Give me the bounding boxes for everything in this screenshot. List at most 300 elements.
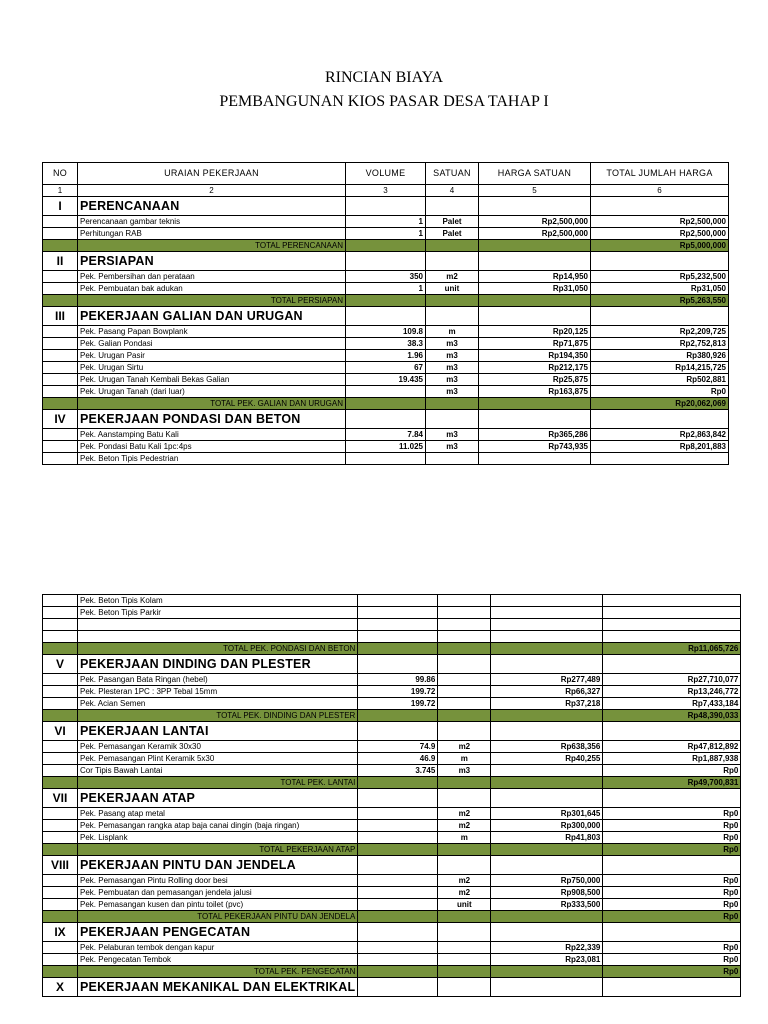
item-description: Pek. Pasang Papan Bowplank xyxy=(78,326,346,338)
total-price-value: Rp2,500,000 xyxy=(591,216,729,228)
row-number xyxy=(43,942,78,954)
row-number xyxy=(43,911,78,923)
column-number: 4 xyxy=(426,185,479,197)
section-number: IV xyxy=(43,410,78,429)
section-number: X xyxy=(43,978,78,997)
unit-value: unit xyxy=(438,899,491,911)
total-price-value: Rp14,215,725 xyxy=(591,362,729,374)
row-number xyxy=(43,741,78,753)
unit-value xyxy=(438,777,491,789)
item-row xyxy=(43,326,729,338)
total-label: TOTAL PEKERJAAN PINTU DAN JENDELA xyxy=(78,911,358,923)
item-description: Pek. Pemasangan Keramik 30x30 xyxy=(78,741,358,753)
total-price-value: Rp380,926 xyxy=(591,350,729,362)
section-title: PEKERJAAN ATAP xyxy=(78,789,358,808)
total-price-value: Rp7,433,184 xyxy=(603,698,741,710)
unit-value: m2 xyxy=(438,808,491,820)
unit-value xyxy=(438,631,491,643)
unit-price-value xyxy=(479,410,591,429)
volume-value: 1 xyxy=(346,216,426,228)
section-row xyxy=(43,197,729,216)
unit-value xyxy=(426,410,479,429)
unit-price-value: Rp2,500,000 xyxy=(479,216,591,228)
unit-value xyxy=(438,966,491,978)
volume-value xyxy=(358,942,438,954)
volume-value: 46.9 xyxy=(358,753,438,765)
total-price-value xyxy=(603,856,741,875)
volume-value xyxy=(358,655,438,674)
volume-value xyxy=(358,789,438,808)
section-number: VI xyxy=(43,722,78,741)
total-price-value xyxy=(603,619,741,631)
section-total-row xyxy=(43,777,741,789)
section-title: PEKERJAAN PENGECATAN xyxy=(78,923,358,942)
total-price-value xyxy=(603,789,741,808)
volume-value xyxy=(358,820,438,832)
header-satuan: SATUAN xyxy=(426,163,479,185)
row-number xyxy=(43,350,78,362)
doc-title-line-1: RINCIAN BIAYA xyxy=(324,69,444,86)
item-description: Pek. Pemasangan kusen dan pintu toilet (pvc) xyxy=(78,899,358,911)
volume-value xyxy=(358,966,438,978)
section-title: PEKERJAAN DINDING DAN PLESTER xyxy=(78,655,358,674)
volume-value xyxy=(358,899,438,911)
unit-price-value xyxy=(491,844,603,856)
unit-value: m3 xyxy=(426,374,479,386)
row-number xyxy=(43,295,78,307)
unit-value: m xyxy=(438,832,491,844)
item-row xyxy=(43,899,741,911)
item-description: Perencanaan gambar teknis xyxy=(78,216,346,228)
item-description: Pek. Pembersihan dan perataan xyxy=(78,271,346,283)
unit-price-value: Rp743,935 xyxy=(479,441,591,453)
item-description: Pek. Beton Tipis Pedestrian xyxy=(78,453,346,465)
item-row xyxy=(43,228,729,240)
volume-value xyxy=(346,398,426,410)
unit-value: m3 xyxy=(426,386,479,398)
section-title: PERENCANAAN xyxy=(78,197,346,216)
column-number: 1 xyxy=(43,185,78,197)
unit-value xyxy=(426,398,479,410)
row-number xyxy=(43,844,78,856)
volume-value xyxy=(346,197,426,216)
total-price-value: Rp8,201,883 xyxy=(591,441,729,453)
volume-value xyxy=(358,595,438,607)
item-description xyxy=(78,631,358,643)
unit-price-value xyxy=(479,307,591,326)
unit-value xyxy=(438,674,491,686)
unit-value: m2 xyxy=(438,887,491,899)
column-number: 3 xyxy=(346,185,426,197)
item-row xyxy=(43,619,741,631)
item-description: Pek. Pondasi Batu Kali 1pc:4ps xyxy=(78,441,346,453)
item-description: Pek. Pembuatan dan pemasangan jendela jalusi xyxy=(78,887,358,899)
unit-price-value xyxy=(491,923,603,942)
unit-value xyxy=(426,252,479,271)
row-number xyxy=(43,283,78,295)
volume-value xyxy=(358,911,438,923)
unit-price-value: Rp31,050 xyxy=(479,283,591,295)
unit-value: m3 xyxy=(426,429,479,441)
volume-value: 3.745 xyxy=(358,765,438,777)
unit-price-value xyxy=(479,398,591,410)
unit-value xyxy=(438,978,491,997)
total-price-value xyxy=(591,307,729,326)
unit-price-value xyxy=(491,655,603,674)
volume-value: 7.84 xyxy=(346,429,426,441)
section-row xyxy=(43,655,741,674)
section-total-value: Rp48,390,033 xyxy=(603,710,741,722)
row-number xyxy=(43,820,78,832)
section-title: PERSIAPAN xyxy=(78,252,346,271)
volume-value: 350 xyxy=(346,271,426,283)
row-number xyxy=(43,271,78,283)
section-number: VIII xyxy=(43,856,78,875)
unit-price-value xyxy=(491,911,603,923)
unit-value: Palet xyxy=(426,216,479,228)
item-description: Pek. Pasangan Bata Ringan (hebel) xyxy=(78,674,358,686)
cost-table-page-1 xyxy=(42,162,729,465)
unit-value xyxy=(426,453,479,465)
unit-price-value xyxy=(491,722,603,741)
header-uraian: URAIAN PEKERJAAN xyxy=(78,163,346,185)
row-number xyxy=(43,453,78,465)
section-total-row xyxy=(43,710,741,722)
unit-value xyxy=(438,619,491,631)
unit-value xyxy=(438,710,491,722)
total-price-value xyxy=(603,595,741,607)
unit-value xyxy=(438,607,491,619)
unit-price-value: Rp25,875 xyxy=(479,374,591,386)
section-total-row xyxy=(43,844,741,856)
section-number: VII xyxy=(43,789,78,808)
section-total-value: Rp5,000,000 xyxy=(591,240,729,252)
total-price-value xyxy=(603,631,741,643)
row-number xyxy=(43,643,78,655)
unit-price-value: Rp333,500 xyxy=(491,899,603,911)
item-description: Pek. Pelaburan tembok dengan kapur xyxy=(78,942,358,954)
section-number: IX xyxy=(43,923,78,942)
unit-value xyxy=(438,923,491,942)
total-label: TOTAL PEKERJAAN ATAP xyxy=(78,844,358,856)
item-description: Pek. Galian Pondasi xyxy=(78,338,346,350)
row-number xyxy=(43,899,78,911)
item-description: Pek. Urugan Tanah Kembali Bekas Galian xyxy=(78,374,346,386)
unit-price-value xyxy=(491,966,603,978)
total-price-value: Rp0 xyxy=(603,875,741,887)
volume-value: 1 xyxy=(346,228,426,240)
column-number: 6 xyxy=(591,185,729,197)
volume-value xyxy=(346,240,426,252)
section-row xyxy=(43,978,741,997)
row-number xyxy=(43,595,78,607)
unit-value xyxy=(438,942,491,954)
item-row xyxy=(43,954,741,966)
unit-price-value: Rp163,875 xyxy=(479,386,591,398)
total-price-value xyxy=(603,722,741,741)
unit-value: m xyxy=(426,326,479,338)
row-number xyxy=(43,607,78,619)
section-total-value: Rp0 xyxy=(603,966,741,978)
unit-price-value xyxy=(479,240,591,252)
unit-price-value xyxy=(491,631,603,643)
volume-value: 67 xyxy=(346,362,426,374)
item-row xyxy=(43,283,729,295)
row-number xyxy=(43,386,78,398)
volume-value xyxy=(346,252,426,271)
section-title: PEKERJAAN LANTAI xyxy=(78,722,358,741)
unit-value xyxy=(438,686,491,698)
row-number xyxy=(43,619,78,631)
volume-value xyxy=(346,386,426,398)
row-number xyxy=(43,240,78,252)
volume-value xyxy=(358,832,438,844)
item-description: Perhitungan RAB xyxy=(78,228,346,240)
header-no: NO xyxy=(43,163,78,185)
unit-value: m2 xyxy=(426,271,479,283)
unit-price-value xyxy=(491,607,603,619)
section-title: PEKERJAAN MEKANIKAL DAN ELEKTRIKAL xyxy=(78,978,358,997)
total-price-value: Rp13,246,772 xyxy=(603,686,741,698)
volume-value xyxy=(358,607,438,619)
item-row xyxy=(43,765,741,777)
volume-value xyxy=(358,978,438,997)
table-header-row xyxy=(43,163,729,185)
volume-value: 74.9 xyxy=(358,741,438,753)
total-price-value: Rp0 xyxy=(603,954,741,966)
unit-value xyxy=(438,789,491,808)
section-row xyxy=(43,307,729,326)
volume-value: 1 xyxy=(346,283,426,295)
unit-value xyxy=(438,698,491,710)
section-total-row xyxy=(43,643,741,655)
unit-price-value: Rp40,255 xyxy=(491,753,603,765)
row-number xyxy=(43,674,78,686)
section-total-value: Rp49,700,831 xyxy=(603,777,741,789)
unit-price-value: Rp14,950 xyxy=(479,271,591,283)
volume-value: 1.96 xyxy=(346,350,426,362)
volume-value: 199.72 xyxy=(358,698,438,710)
item-row xyxy=(43,271,729,283)
item-row xyxy=(43,875,741,887)
volume-value xyxy=(358,856,438,875)
volume-value xyxy=(358,808,438,820)
row-number xyxy=(43,338,78,350)
total-price-value: Rp502,881 xyxy=(591,374,729,386)
total-price-value: Rp47,812,892 xyxy=(603,741,741,753)
volume-value xyxy=(346,307,426,326)
unit-price-value xyxy=(491,777,603,789)
section-total-value: Rp0 xyxy=(603,844,741,856)
total-price-value xyxy=(603,978,741,997)
row-number xyxy=(43,808,78,820)
total-price-value: Rp0 xyxy=(603,942,741,954)
unit-value xyxy=(426,307,479,326)
unit-value: m xyxy=(438,753,491,765)
total-label: TOTAL PEK. PENGECATAN xyxy=(78,966,358,978)
unit-value xyxy=(438,655,491,674)
section-title: PEKERJAAN PINTU DAN JENDELA xyxy=(78,856,358,875)
row-number xyxy=(43,954,78,966)
item-row xyxy=(43,216,729,228)
item-row xyxy=(43,338,729,350)
unit-value: unit xyxy=(426,283,479,295)
total-price-value: Rp0 xyxy=(603,887,741,899)
volume-value: 199.72 xyxy=(358,686,438,698)
total-price-value: Rp0 xyxy=(591,386,729,398)
item-row xyxy=(43,386,729,398)
total-price-value: Rp0 xyxy=(603,808,741,820)
unit-value: m3 xyxy=(426,350,479,362)
unit-price-value: Rp71,875 xyxy=(479,338,591,350)
item-row xyxy=(43,698,741,710)
total-price-value xyxy=(603,655,741,674)
item-description: Pek. Acian Semen xyxy=(78,698,358,710)
unit-value xyxy=(438,911,491,923)
unit-price-value: Rp22,339 xyxy=(491,942,603,954)
unit-value xyxy=(426,197,479,216)
item-row xyxy=(43,686,741,698)
unit-price-value: Rp277,489 xyxy=(491,674,603,686)
total-price-value: Rp2,500,000 xyxy=(591,228,729,240)
unit-price-value xyxy=(491,619,603,631)
row-number xyxy=(43,966,78,978)
section-row xyxy=(43,923,741,942)
item-row xyxy=(43,808,741,820)
column-number: 5 xyxy=(479,185,591,197)
unit-price-value: Rp20,125 xyxy=(479,326,591,338)
volume-value xyxy=(358,722,438,741)
unit-value: m3 xyxy=(426,441,479,453)
row-number xyxy=(43,631,78,643)
row-number xyxy=(43,374,78,386)
total-price-value: Rp2,863,842 xyxy=(591,429,729,441)
row-number xyxy=(43,362,78,374)
row-number xyxy=(43,765,78,777)
column-number-row xyxy=(43,185,729,197)
row-number xyxy=(43,753,78,765)
row-number xyxy=(43,887,78,899)
unit-value: m2 xyxy=(438,875,491,887)
section-number: III xyxy=(43,307,78,326)
unit-value xyxy=(438,722,491,741)
unit-price-value: Rp37,218 xyxy=(491,698,603,710)
item-description: Pek. Pembuatan bak adukan xyxy=(78,283,346,295)
unit-price-value: Rp23,081 xyxy=(491,954,603,966)
total-label: TOTAL PERSIAPAN xyxy=(78,295,346,307)
item-row xyxy=(43,350,729,362)
item-description xyxy=(78,619,358,631)
volume-value: 11.025 xyxy=(346,441,426,453)
row-number xyxy=(43,875,78,887)
item-row xyxy=(43,820,741,832)
unit-value: m2 xyxy=(438,741,491,753)
row-number xyxy=(43,228,78,240)
volume-value xyxy=(358,875,438,887)
unit-price-value xyxy=(491,765,603,777)
unit-value: m3 xyxy=(426,362,479,374)
item-description: Pek. Pengecatan Tembok xyxy=(78,954,358,966)
volume-value: 99.86 xyxy=(358,674,438,686)
item-description: Cor Tipis Bawah Lantai xyxy=(78,765,358,777)
unit-price-value: Rp638,356 xyxy=(491,741,603,753)
section-row xyxy=(43,252,729,271)
row-number xyxy=(43,398,78,410)
volume-value xyxy=(358,710,438,722)
unit-price-value: Rp301,645 xyxy=(491,808,603,820)
section-total-value: Rp11,065,726 xyxy=(603,643,741,655)
item-description: Pek. Aanstamping Batu Kali xyxy=(78,429,346,441)
section-total-value: Rp0 xyxy=(603,911,741,923)
header-total: TOTAL JUMLAH HARGA xyxy=(591,163,729,185)
unit-value: m3 xyxy=(426,338,479,350)
total-price-value xyxy=(591,252,729,271)
unit-price-value: Rp194,350 xyxy=(479,350,591,362)
doc-title-line-2: PEMBANGUNAN KIOS PASAR DESA TAHAP I xyxy=(219,93,549,110)
unit-price-value xyxy=(479,252,591,271)
section-total-value: Rp5,263,550 xyxy=(591,295,729,307)
item-row xyxy=(43,674,741,686)
total-price-value: Rp0 xyxy=(603,820,741,832)
volume-value xyxy=(358,619,438,631)
section-row xyxy=(43,789,741,808)
unit-value xyxy=(438,856,491,875)
item-description: Pek. Plesteran 1PC : 3PP Tebal 15mm xyxy=(78,686,358,698)
item-row xyxy=(43,741,741,753)
volume-value xyxy=(358,844,438,856)
unit-price-value: Rp300,000 xyxy=(491,820,603,832)
section-number: V xyxy=(43,655,78,674)
section-number: I xyxy=(43,197,78,216)
row-number xyxy=(43,216,78,228)
total-price-value: Rp2,752,813 xyxy=(591,338,729,350)
unit-price-value xyxy=(491,595,603,607)
row-number xyxy=(43,698,78,710)
unit-price-value: Rp212,175 xyxy=(479,362,591,374)
cost-table-page-2 xyxy=(42,594,741,997)
item-description: Pek. Urugan Tanah (dari luar) xyxy=(78,386,346,398)
total-price-value: Rp31,050 xyxy=(591,283,729,295)
total-price-value xyxy=(591,453,729,465)
total-price-value: Rp0 xyxy=(603,899,741,911)
section-row xyxy=(43,722,741,741)
total-price-value xyxy=(591,410,729,429)
volume-value xyxy=(358,923,438,942)
total-price-value: Rp2,209,725 xyxy=(591,326,729,338)
item-row xyxy=(43,631,741,643)
unit-value xyxy=(438,595,491,607)
unit-value xyxy=(438,844,491,856)
unit-price-value: Rp41,803 xyxy=(491,832,603,844)
item-row xyxy=(43,832,741,844)
total-price-value: Rp1,887,938 xyxy=(603,753,741,765)
unit-price-value xyxy=(479,453,591,465)
volume-value: 109.8 xyxy=(346,326,426,338)
item-row xyxy=(43,887,741,899)
section-total-row xyxy=(43,295,729,307)
section-total-row xyxy=(43,911,741,923)
row-number xyxy=(43,441,78,453)
row-number xyxy=(43,429,78,441)
section-total-row xyxy=(43,240,729,252)
row-number xyxy=(43,686,78,698)
total-price-value: Rp0 xyxy=(603,765,741,777)
item-description: Pek. Urugan Pasir xyxy=(78,350,346,362)
unit-price-value xyxy=(491,710,603,722)
item-description: Pek. Urugan Sirtu xyxy=(78,362,346,374)
unit-price-value xyxy=(479,197,591,216)
item-description: Pek. Pemasangan Pintu Rolling door besi xyxy=(78,875,358,887)
